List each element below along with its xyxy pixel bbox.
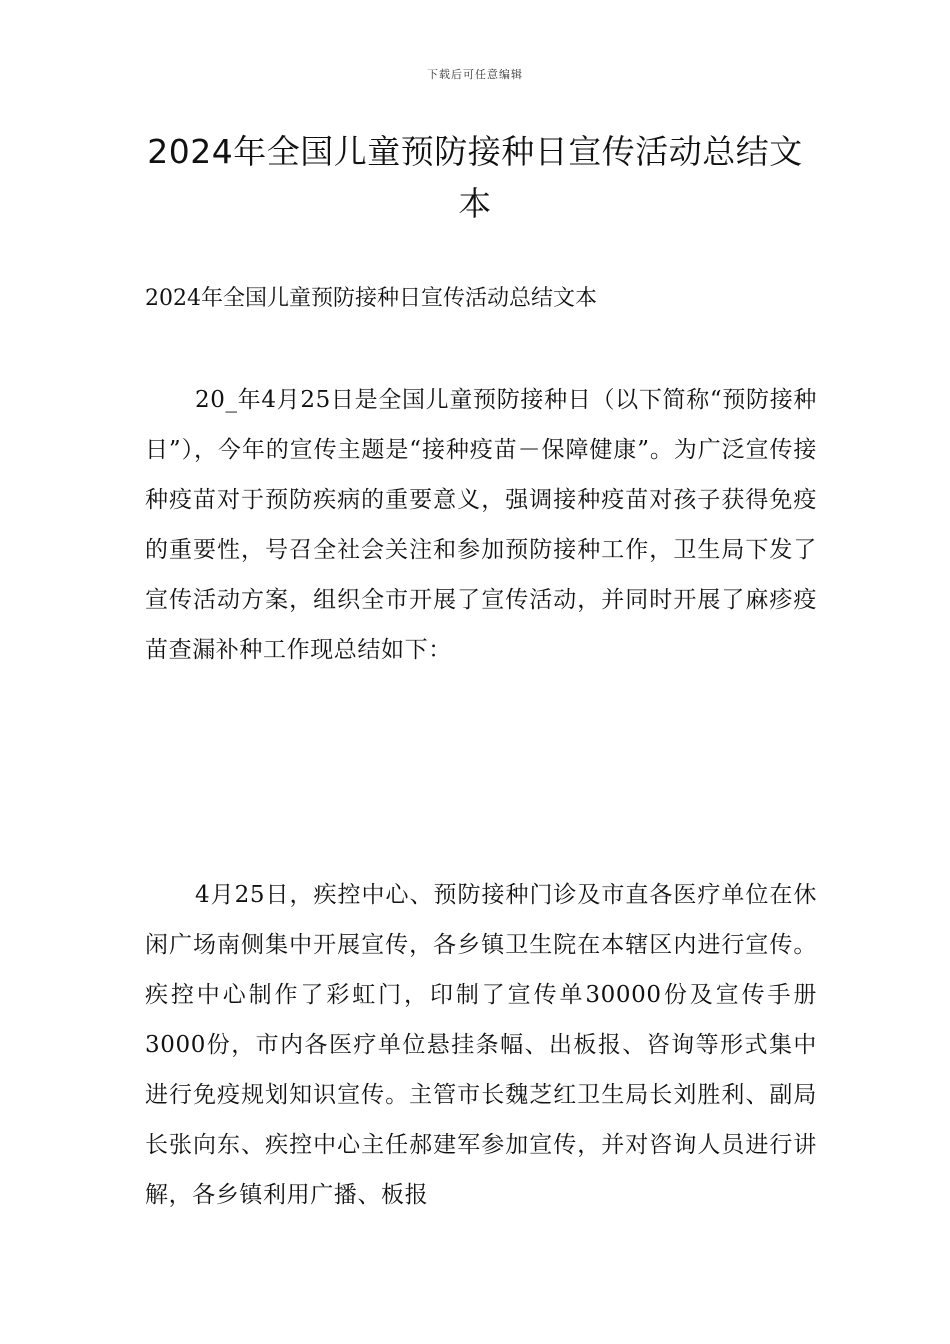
document-title: 2024年全国儿童预防接种日宣传活动总结文本 [147, 132, 803, 223]
body-paragraph-1: 20_年4月25日是全国儿童预防接种日（以下简称“预防接种日”），今年的宣传主题是“接种疫苗－保障健康”。为广泛宣传接种疫苗对于预防疾病的重要意义，强调接种疫苗对孩子获得免疫的重要性，号召全社会关注和参加预防接种工作，卫生局下发了宣传活动方案，组织全市开展了宣传活动，并同时开展了麻疹疫苗查漏补种工作现总结如下： [145, 387, 817, 663]
document-subtitle: 2024年全国儿童预防接种日宣传活动总结文本 [145, 286, 597, 311]
body-paragraph-2: 4月25日，疾控中心、预防接种门诊及市直各医疗单位在休闲广场南侧集中开展宣传，各乡镇卫生院在本辖区内进行宣传。疾控中心制作了彩虹门，印制了宣传单30000份及宣传手册3000份，市内各医疗单位悬挂条幅、出板报、咨询等形式集中进行免疫规划知识宣传。主管市长魏芝红卫生局长刘胜利、副局长张向东、疾控中心主任郝建军参加宣传，并对咨询人员进行讲解，各乡镇利用广播、板报 [145, 882, 817, 1208]
header-note: 下载后可任意编辑 [427, 68, 523, 81]
